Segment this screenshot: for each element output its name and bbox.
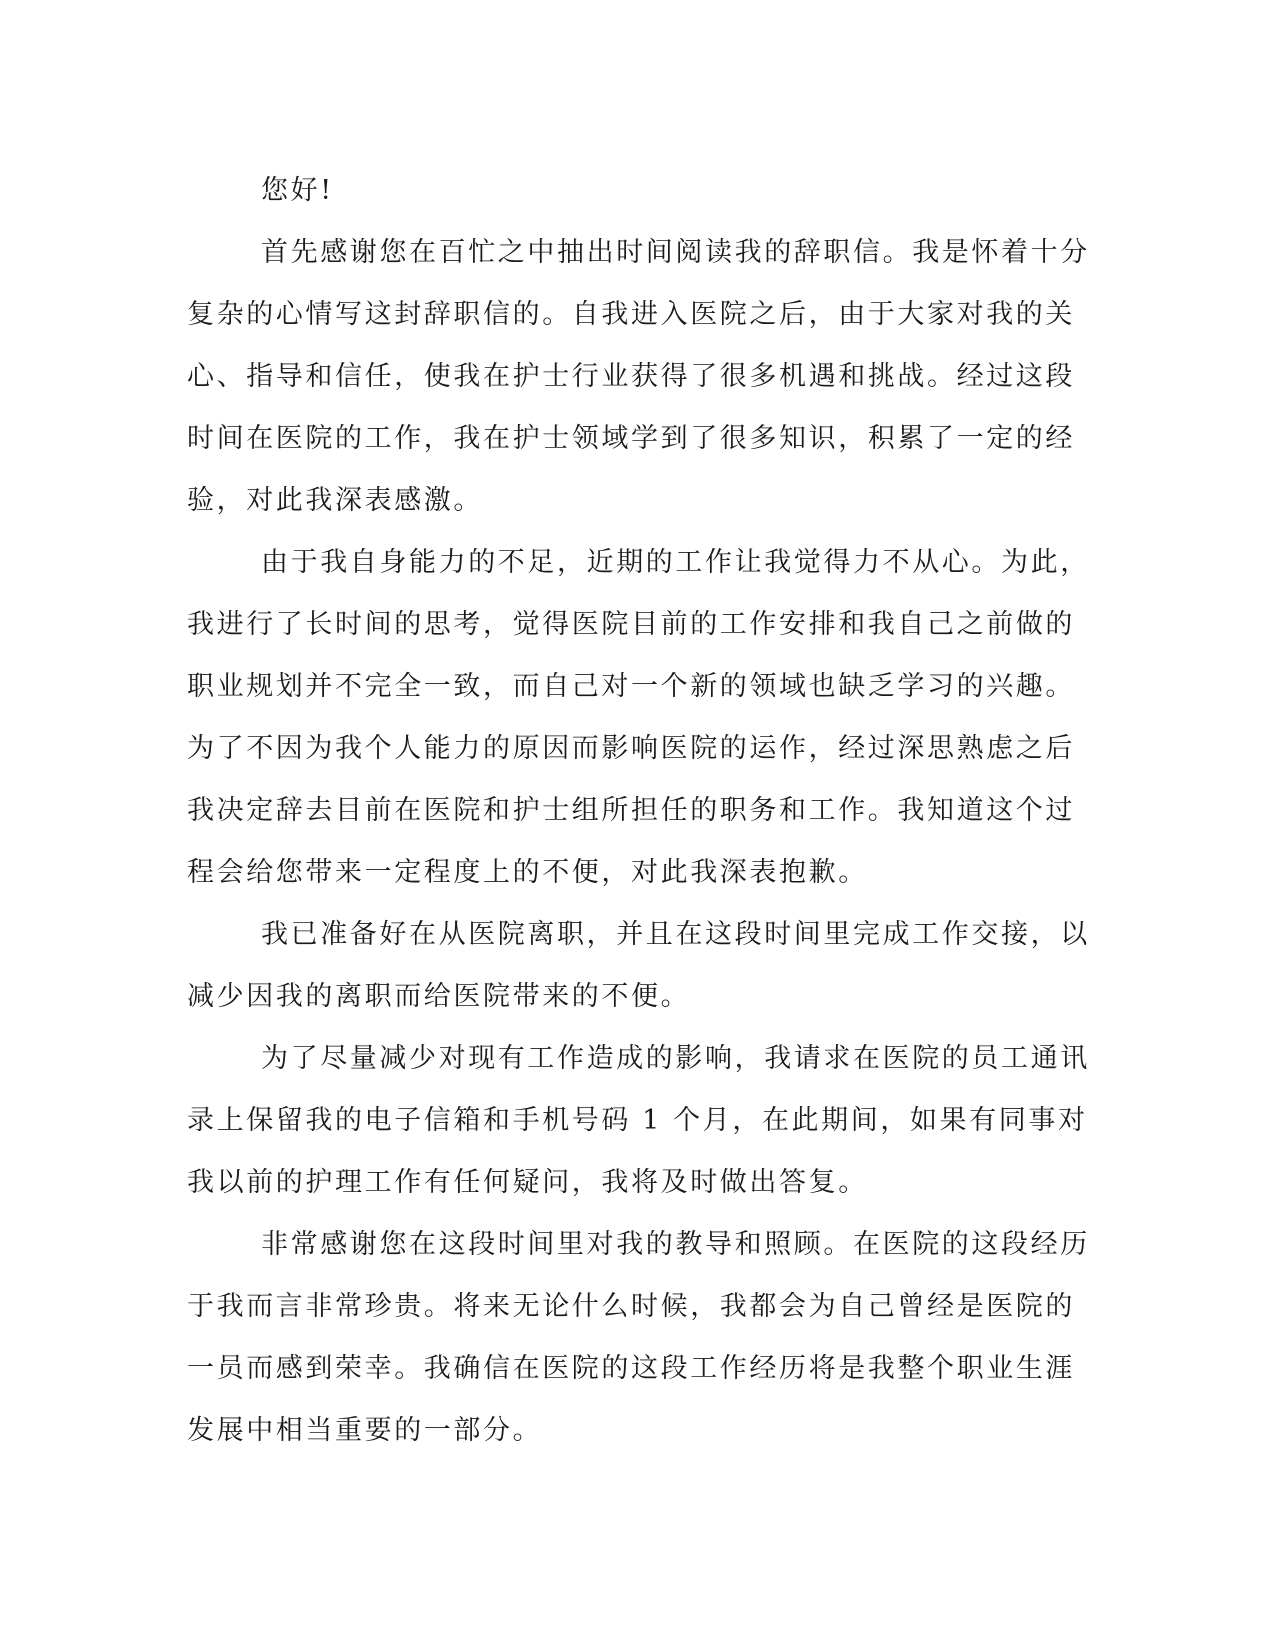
paragraph-line: 我以前的护理工作有任何疑问，我将及时做出答复。 [187,1167,868,1198]
paragraph-line: 首先感谢您在百忙之中抽出时间阅读我的辞职信。我是怀着十分 [261,237,1090,268]
paragraph-line: 心、指导和信任，使我在护士行业获得了很多机遇和挑战。经过这段 [187,361,1075,392]
paragraph-line: 由于我自身能力的不足，近期的工作让我觉得力不从心。为此， [261,547,1090,578]
paragraph-line: 职业规划并不完全一致，而自己对一个新的领域也缺乏学习的兴趣。 [187,671,1075,702]
paragraph-5 [187,1214,1090,1462]
paragraph-line: 减少因我的离职而给医院带来的不便。 [187,981,691,1012]
paragraph-line: 我决定辞去目前在医院和护士组所担任的职务和工作。我知道这个过 [187,795,1075,826]
paragraph-line: 我进行了长时间的思考，觉得医院目前的工作安排和我自己之前做的 [187,609,1075,640]
paragraph-line: 时间在医院的工作，我在护士领域学到了很多知识，积累了一定的经 [187,423,1075,454]
paragraph-line: 发展中相当重要的一部分。 [187,1415,543,1446]
paragraph-line: 我已准备好在从医院离职，并且在这段时间里完成工作交接，以 [261,919,1090,950]
letter-body [187,160,1090,1462]
paragraph-line: 一员而感到荣幸。我确信在医院的这段工作经历将是我整个职业生涯 [187,1353,1075,1384]
paragraph-line: 为了不因为我个人能力的原因而影响医院的运作，经过深思熟虑之后 [187,733,1075,764]
paragraph-2 [187,532,1090,904]
paragraph-1 [187,222,1090,532]
paragraph-line: 验，对此我深表感激。 [187,485,483,516]
letter-greeting: 您好! [261,175,334,206]
paragraph-line: 于我而言非常珍贵。将来无论什么时候，我都会为自己曾经是医院的 [187,1291,1075,1322]
paragraph-line: 复杂的心情写这封辞职信的。自我进入医院之后，由于大家对我的关 [187,299,1075,330]
paragraph-line: 程会给您带来一定程度上的不便，对此我深表抱歉。 [187,857,868,888]
paragraph-line: 为了尽量减少对现有工作造成的影响，我请求在医院的员工通讯 [261,1043,1090,1074]
paragraph-line: 非常感谢您在这段时间里对我的教导和照顾。在医院的这段经历 [261,1229,1090,1260]
paragraph-4 [187,1028,1090,1214]
paragraph-3 [187,904,1090,1028]
paragraph-line: 录上保留我的电子信箱和手机号码 1 个月，在此期间，如果有同事对 [187,1105,1088,1136]
